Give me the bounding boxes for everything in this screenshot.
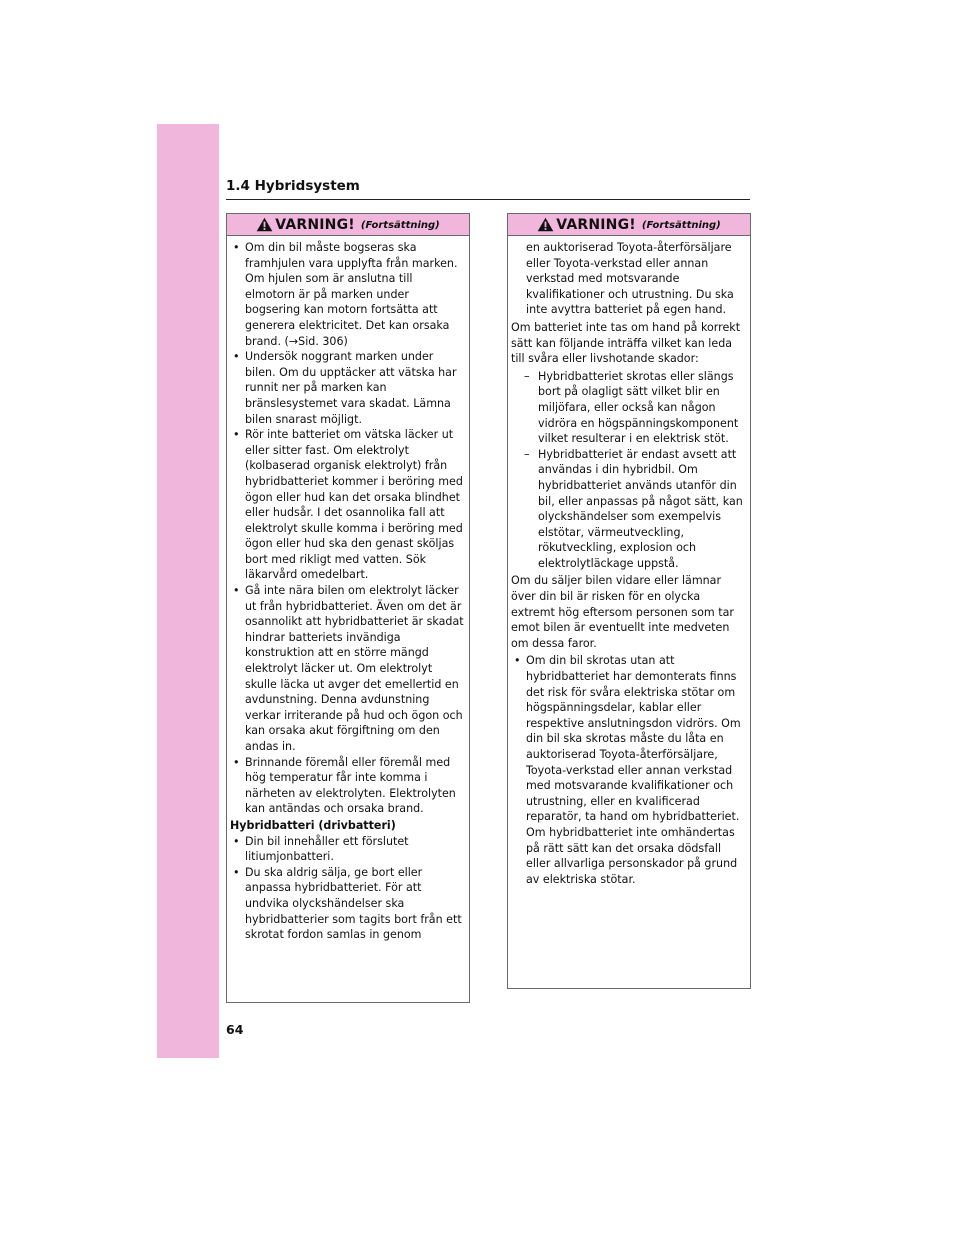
warning-triangle-icon (537, 217, 554, 232)
warning-header (227, 214, 469, 236)
warning-title: VARNING! (556, 216, 636, 233)
subheading: Hybridbatteri (drivbatteri) (230, 818, 396, 832)
list-item: • Gå inte nära bilen om elektrolyt läcker ut från hybridbatteriet. Även om det är osannolikt att hybridbatteriet är skadat hindrar batteriets invändiga konstruktion att en större mängd elektrolyt läcker ut. Om elektrolyt skulle läcka ut avger det emellertid en avdunstning. Denna avdunstning verkar irriterande på hud och ögon och kan orsaka akut förgiftning om den andas in. (233, 584, 464, 753)
warning-box-left (226, 213, 470, 1003)
list-item-continuation: en auktoriserad Toyota-återförsäljare eller Toyota-verkstad eller annan verkstad med motsvarande kvalifikationer och utrustning. Du ska inte avyttra batteriet på egen hand. (526, 241, 734, 317)
warning-continued: (Fortsättning) (641, 220, 721, 231)
section-divider (226, 199, 750, 200)
warning-title: VARNING! (275, 216, 355, 233)
page-number: 64 (226, 1022, 244, 1037)
paragraph: Om batteriet inte tas om hand på korrekt sätt kan följande inträffa vilket kan leda till svåra eller livshotande skador: (511, 320, 741, 366)
list-item: • Rör inte batteriet om vätska läcker ut eller sitter fast. Om elektrolyt (kolbaserad organisk elektrolyt) från hybridbatteriet kommer i beröring med ögon eller hud kan det orsaka blindhet eller hudsår. I det osannolika fall att elektrolyt skulle komma i beröring med ögon eller hud ska den genast sköljas bort med rikligt med vatten. Sök läkarvård omedelbart. (233, 428, 463, 582)
paragraph: Om du säljer bilen vidare eller lämnar över din bil är risken för en olycka extremt hög eftersom personen som tar emot bilen är eventuellt inte medveten om dessa faror. (511, 574, 734, 650)
list-item: • Om din bil skrotas utan att hybridbatteriet har demonterats finns det risk för svåra elektriska stötar om högspänningsdelar, kablar eller respektive anslutningsdon vidrörs. Om din bil ska skrotas måste du låta en auktoriserad Toyota-återförsäljare, Toyota-verkstad eller annan verkstad med motsvarande kvalifikationer och utrustning, eller en kvalificerad reparatör, ta hand om hybridbatteriet. Om hybridbatteriet inte omhändertas på rätt sätt kan det orsaka dödsfall eller allvarliga personskador på grund av elektriska stötar. (514, 654, 741, 886)
warning-box-right (507, 213, 751, 989)
warning-body-left (227, 236, 469, 943)
list-item: • Din bil innehåller ett förslutet litiumjonbatteri. (233, 834, 409, 864)
list-item: • Om din bil måste bogseras ska framhjulen vara upplyfta från marken. Om hjulen som är anslutna till elmotorn är på marken under bogsering kan motorn fortsätta att generera elektricitet. Det kan orsaka brand. (→Sid. 306) (233, 241, 458, 348)
list-item: • Brinnande föremål eller föremål med hög temperatur får inte komma i närheten av elektrolyten. Elektrolyten kan antändas och orsaka brand. (233, 755, 456, 816)
warning-continued: (Fortsättning) (360, 220, 440, 231)
section-title: 1.4 Hybridsystem (226, 178, 360, 194)
list-item: – Hybridbatteriet skrotas eller slängs bort på olagligt sätt vilket blir en miljöfara, eller också kan någon vidröra en högspänningskomponent vilket resulterar i en elektrisk stöt. (524, 369, 739, 446)
list-item: • Undersök noggrant marken under bilen. Om du upptäcker att vätska har runnit ner på marken kan bränslesystemet vara skadat. Lämna bilen snarast möjligt. (233, 350, 457, 426)
list-item: • Du ska aldrig sälja, ge bort eller anpassa hybridbatteriet. För att undvika olyckshändelser ska hybridbatterier som tagits bort från ett skrotat fordon samlas in genom (233, 865, 462, 942)
warning-header (508, 214, 750, 236)
warning-body-right (508, 236, 750, 887)
warning-triangle-icon (256, 217, 273, 232)
side-color-band (157, 124, 219, 1058)
list-item: – Hybridbatteriet är endast avsett att användas i din hybridbil. Om hybridbatteriet används utanför din bil, eller anpassas på något sätt, kan olyckshändelser som exempelvis elstötar, värmeutveckling, rökutveckling, explosion och elektrolytläckage uppstå. (524, 447, 743, 570)
